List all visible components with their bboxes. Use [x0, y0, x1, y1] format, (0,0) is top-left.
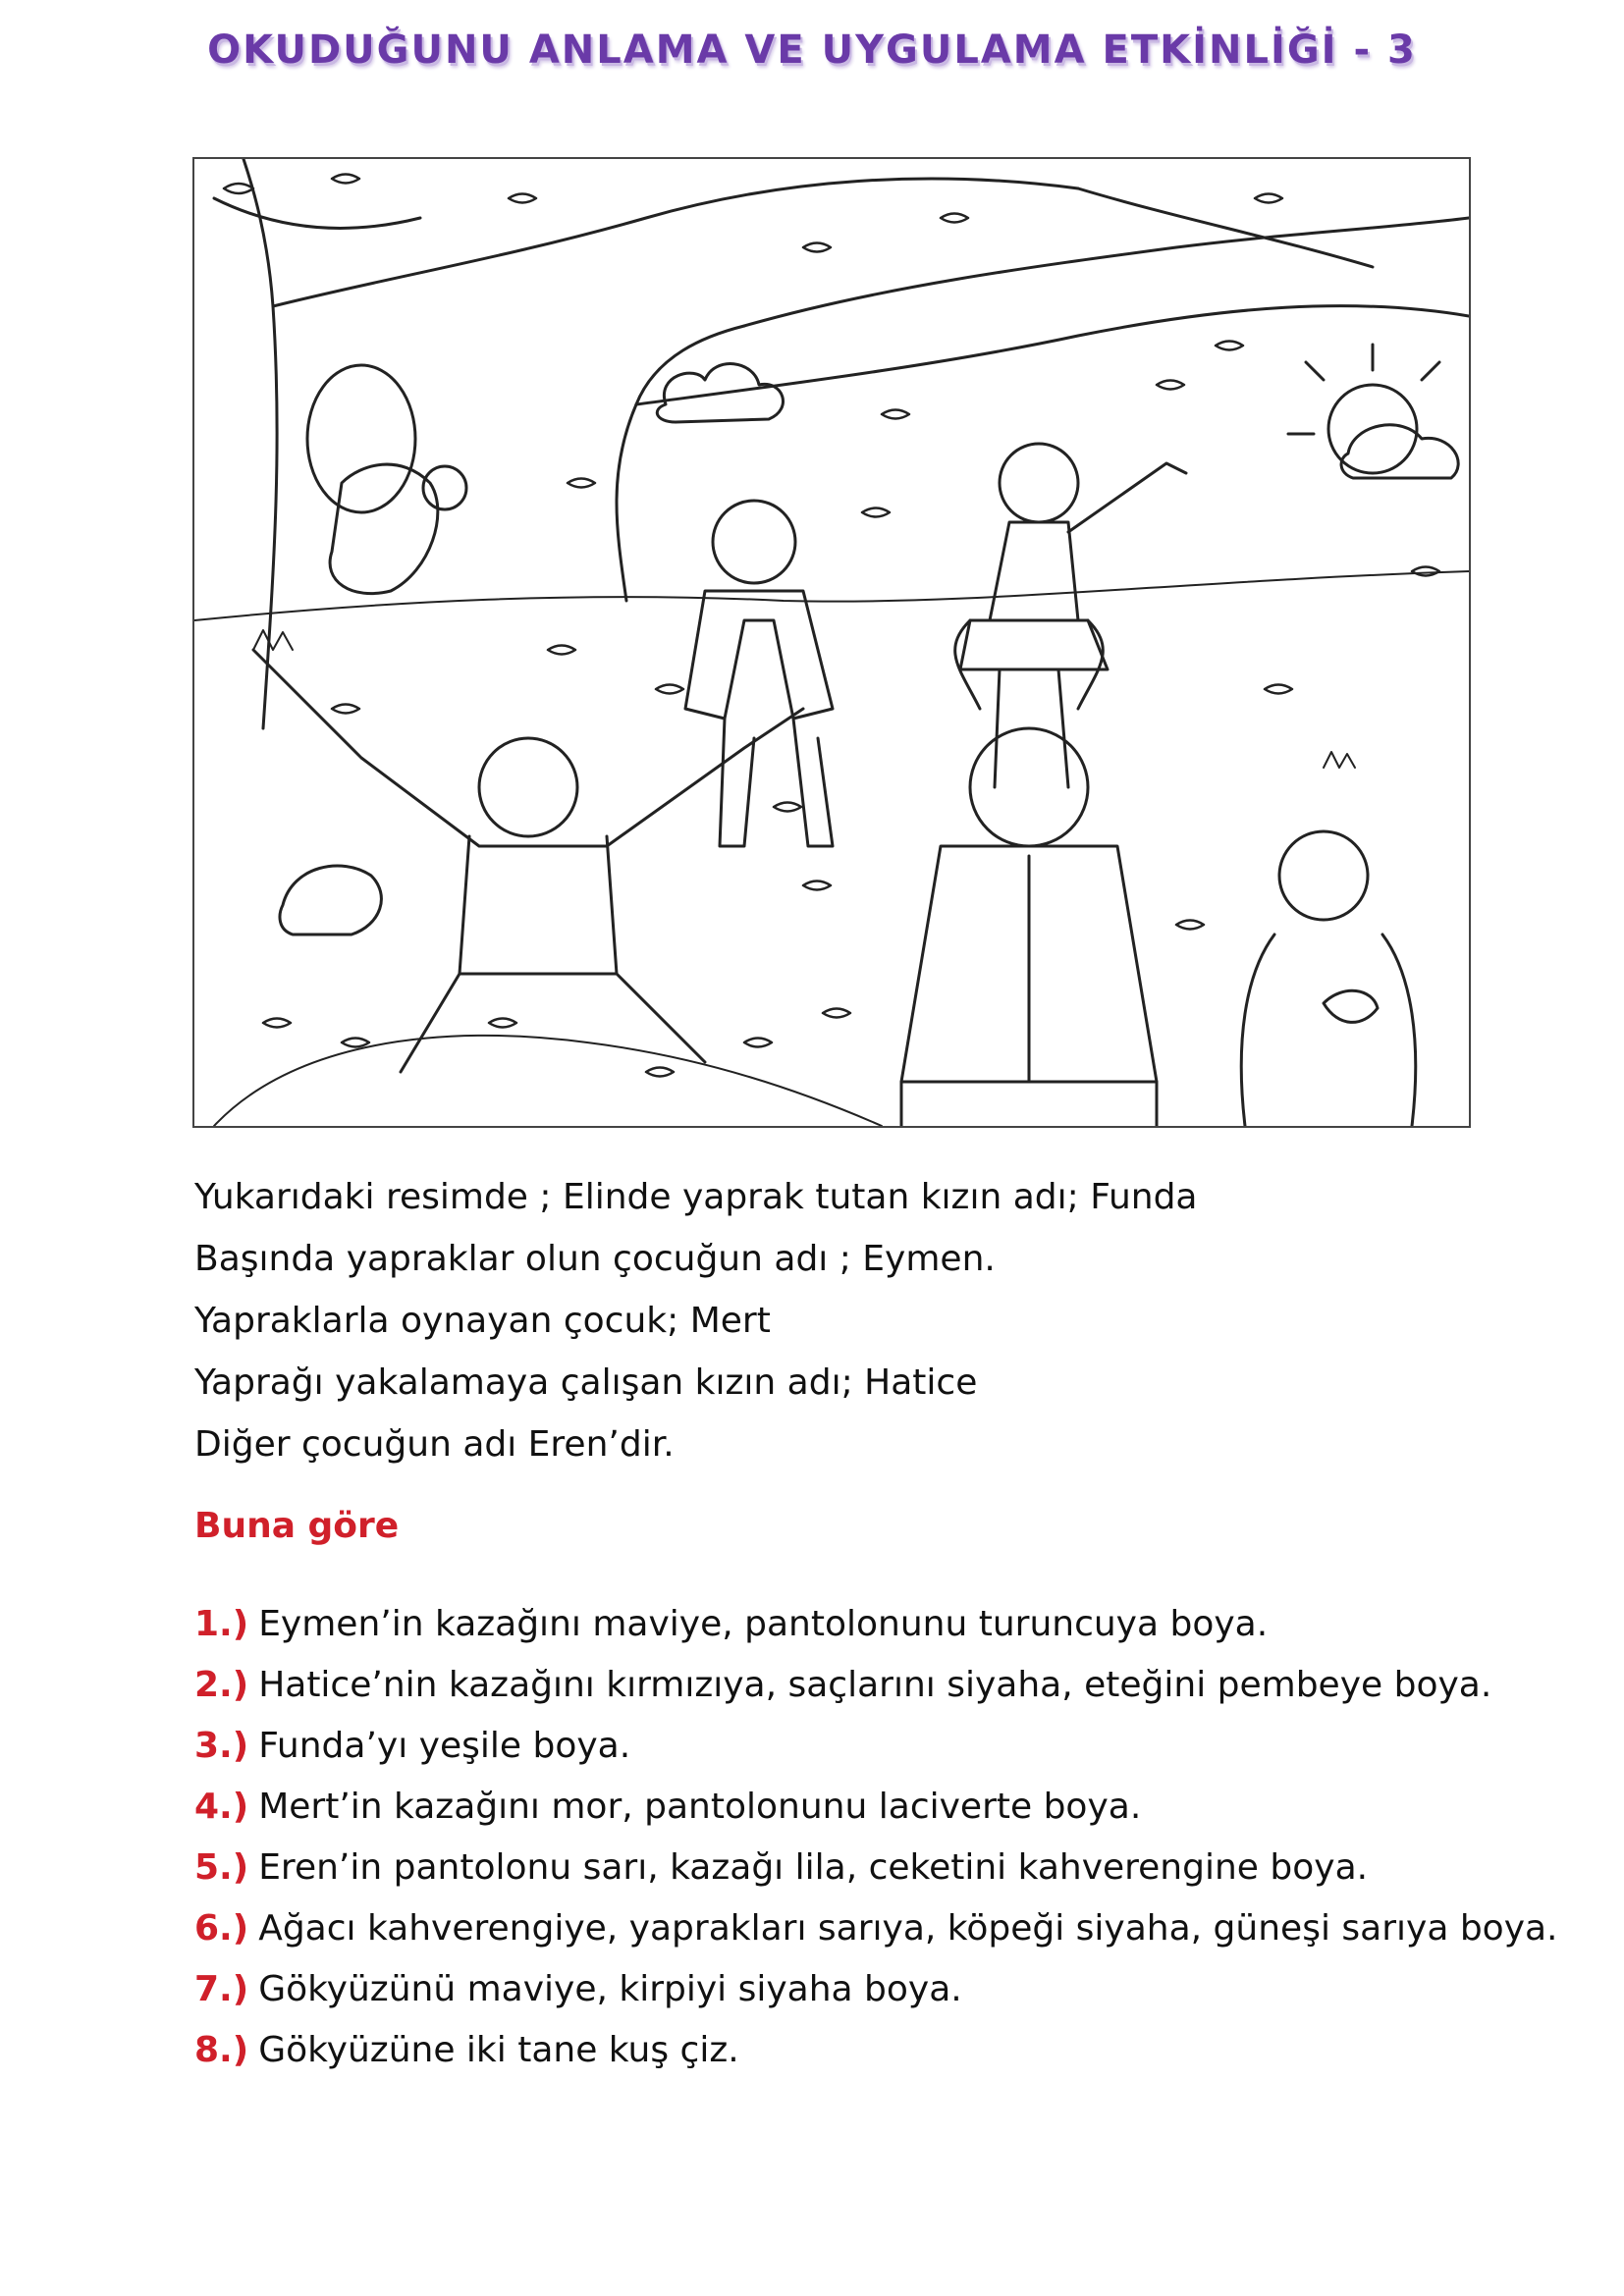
task-text: Gökyüzünü maviye, kirpiyi siyaha boya. — [258, 1969, 962, 2009]
task-item — [194, 2020, 1589, 2081]
task-text: Funda’yı yeşile boya. — [258, 1726, 631, 1766]
task-item — [194, 1959, 1589, 2020]
task-number: 1.) — [194, 1604, 249, 1644]
coloring-illustration — [192, 157, 1471, 1128]
task-number: 7.) — [194, 1969, 249, 2009]
task-text: Mert’in kazağını mor, pantolonunu laciverte boya. — [258, 1787, 1142, 1827]
story-line: Yapraklarla oynayan çocuk; Mert — [194, 1301, 771, 1341]
task-item — [194, 1655, 1589, 1716]
story-line: Yukarıdaki resimde ; Elinde yaprak tutan kızın adı; Funda — [194, 1177, 1198, 1217]
task-item — [194, 1716, 1589, 1777]
story-paragraph — [194, 1166, 1471, 1475]
task-list — [194, 1594, 1589, 2081]
page-title: OKUDUĞUNU ANLAMA VE UYGULAMA ETKİNLİĞİ - 3 — [207, 27, 1417, 73]
task-text: Gökyüzüne iki tane kuş çiz. — [258, 2030, 739, 2070]
task-item — [194, 1594, 1589, 1655]
story-line: Yaprağı yakalamaya çalışan kızın adı; Hatice — [194, 1362, 978, 1403]
task-item — [194, 1898, 1589, 1959]
task-text: Hatice’nin kazağını kırmızıya, saçlarını siyaha, eteğini pembeye boya. — [258, 1665, 1492, 1705]
task-item — [194, 1838, 1589, 1898]
task-number: 2.) — [194, 1665, 249, 1705]
task-number: 5.) — [194, 1847, 249, 1888]
task-number: 4.) — [194, 1787, 249, 1827]
instructions-heading: Buna göre — [194, 1506, 400, 1546]
story-line: Diğer çocuğun adı Eren’dir. — [194, 1424, 675, 1465]
task-number: 3.) — [194, 1726, 249, 1766]
story-line: Başında yapraklar olun çocuğun adı ; Eymen. — [194, 1239, 996, 1279]
task-text: Eymen’in kazağını maviye, pantolonunu turuncuya boya. — [258, 1604, 1269, 1644]
task-number: 6.) — [194, 1908, 249, 1949]
task-item — [194, 1777, 1589, 1838]
task-text: Eren’in pantolonu sarı, kazağı lila, ceketini kahverengine boya. — [258, 1847, 1369, 1888]
task-number: 8.) — [194, 2030, 249, 2070]
task-text: Ağacı kahverengiye, yaprakları sarıya, köpeği siyaha, güneşi sarıya boya. — [258, 1908, 1558, 1949]
